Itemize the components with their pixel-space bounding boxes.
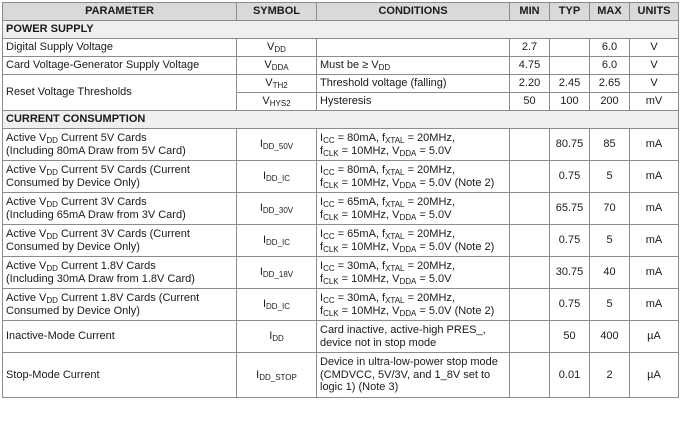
param-line: (Including 80mA Draw from 5V Card) — [6, 144, 186, 157]
cond-sub: CLK — [323, 148, 339, 158]
table-row — [3, 75, 679, 93]
cond-text: = 10MHz, V — [338, 144, 400, 157]
header-row — [3, 3, 679, 21]
param-text: Active V — [6, 132, 47, 144]
symbol-main: V — [262, 95, 270, 108]
param-line: (Including 65mA Draw from 3V Card) — [6, 208, 186, 221]
cond-line — [320, 305, 506, 318]
symbol-main: I — [259, 266, 263, 279]
cond-text: , f — [375, 132, 386, 144]
cond-text: = 20MHz, — [404, 164, 455, 176]
typ-cell: 0.75 — [550, 289, 590, 321]
typ-cell: 0.75 — [550, 225, 590, 257]
cond-text: I — [320, 292, 324, 304]
table-row — [3, 353, 679, 398]
symbol-cell — [237, 289, 317, 321]
cond-text: = — [334, 260, 348, 272]
cond-line — [320, 209, 506, 222]
cond-sub: CLK — [323, 180, 339, 190]
symbol-cell — [237, 75, 317, 93]
cond-text: Must be ≥ V — [320, 59, 379, 72]
cond-sub: CC — [323, 232, 335, 241]
param-text: Active V — [6, 164, 47, 176]
cond-text: = 10MHz, V — [338, 240, 400, 253]
cond-value: 80mA — [347, 132, 376, 144]
cond-sub: CLK — [323, 276, 339, 286]
param-cell: Stop-Mode Current — [3, 353, 237, 398]
conditions-cell — [317, 39, 510, 57]
param-line: Consumed by Device Only) — [6, 304, 140, 317]
param-line — [6, 164, 233, 177]
symbol-sub: DD_IC — [266, 174, 291, 184]
cond-sub: XTAL — [385, 136, 405, 145]
conditions-cell — [317, 193, 510, 225]
unit-cell: mV — [630, 93, 679, 111]
max-cell: 2.65 — [590, 75, 630, 93]
cond-sub: XTAL — [385, 232, 405, 241]
param-line — [6, 228, 233, 241]
param-cell — [3, 193, 237, 225]
typ-cell: 65.75 — [550, 193, 590, 225]
header-min: MIN — [510, 3, 550, 21]
cond-text: = 20MHz, — [404, 260, 455, 272]
symbol-cell — [237, 193, 317, 225]
cond-text: = — [334, 196, 348, 208]
param-cell — [3, 225, 237, 257]
table-row — [3, 39, 679, 57]
symbol-sub: DD_50V — [262, 142, 294, 152]
cond-value: 65mA — [347, 196, 376, 208]
symbol-cell — [237, 321, 317, 353]
cond-text: = 5.0V — [416, 304, 452, 317]
cond-line: Card inactive, active-high PRES_, — [320, 324, 486, 336]
cond-text: I — [320, 260, 324, 272]
symbol-sub: DD_18V — [262, 270, 294, 280]
min-cell — [510, 193, 550, 225]
symbol-cell — [237, 161, 317, 193]
param-line — [6, 292, 233, 305]
param-sub: DD — [46, 264, 58, 273]
min-cell — [510, 161, 550, 193]
cond-sub: XTAL — [385, 264, 405, 273]
cond-text: = 5.0V — [416, 240, 452, 253]
conditions-cell — [317, 321, 510, 353]
cond-text: I — [320, 228, 324, 240]
param-sub: DD — [46, 168, 58, 177]
conditions-cell: Hysteresis — [317, 93, 510, 111]
param-line — [6, 196, 233, 209]
cond-text: I — [320, 164, 324, 176]
conditions-cell — [317, 225, 510, 257]
param-line: Consumed by Device Only) — [6, 240, 140, 253]
header-parameter: PARAMETER — [3, 3, 237, 21]
conditions-cell — [317, 129, 510, 161]
typ-cell: 2.45 — [550, 75, 590, 93]
param-line — [6, 132, 233, 145]
symbol-main: V — [267, 41, 275, 54]
conditions-cell: Threshold voltage (falling) — [317, 75, 510, 93]
unit-cell: mA — [630, 289, 679, 321]
param-text: Active V — [6, 228, 47, 240]
cond-note: (Note 2) — [451, 240, 495, 253]
cond-line — [320, 292, 506, 305]
symbol-cell — [237, 225, 317, 257]
cond-sub: DDA — [399, 244, 417, 254]
cond-note: (Note 2) — [451, 304, 495, 317]
symbol-sub: DD — [274, 45, 286, 55]
symbol-main: I — [262, 298, 267, 311]
header-symbol: SYMBOL — [237, 3, 317, 21]
table-row — [3, 257, 679, 289]
cond-text: = 10MHz, V — [338, 176, 400, 189]
section-current-consumption — [3, 111, 679, 129]
cond-text: , f — [375, 292, 386, 304]
cond-sub: CC — [323, 200, 335, 209]
typ-cell: 100 — [550, 93, 590, 111]
cond-value: 65mA — [347, 228, 376, 240]
param-line: Consumed by Device Only) — [6, 176, 140, 189]
symbol-cell — [237, 257, 317, 289]
param-text: Current 3V Cards (Current — [57, 228, 190, 240]
unit-cell: µA — [630, 353, 679, 398]
param-text: Current 5V Cards — [57, 132, 147, 144]
unit-cell: V — [630, 75, 679, 93]
cond-text: = 20MHz, — [404, 228, 455, 240]
cond-sub: XTAL — [385, 168, 405, 177]
symbol-main: I — [262, 170, 267, 183]
symbol-sub: DDA — [271, 63, 289, 73]
cond-sub: DD — [378, 63, 391, 73]
symbol-main: I — [259, 138, 263, 151]
table-row — [3, 129, 679, 161]
cond-sub: DDA — [399, 276, 417, 286]
max-cell: 6.0 — [590, 39, 630, 57]
cond-text: = 10MHz, V — [338, 304, 400, 317]
cond-text: = 5.0V — [416, 176, 452, 189]
cond-text: , f — [375, 164, 386, 176]
max-cell: 40 — [590, 257, 630, 289]
cond-sub: CC — [323, 136, 335, 145]
unit-cell: mA — [630, 161, 679, 193]
min-cell — [510, 129, 550, 161]
typ-cell: 0.01 — [550, 353, 590, 398]
param-text: Active V — [6, 260, 47, 272]
cond-text: = 20MHz, — [404, 196, 455, 208]
max-cell: 5 — [590, 161, 630, 193]
max-cell: 5 — [590, 225, 630, 257]
min-cell — [510, 289, 550, 321]
conditions-cell — [317, 289, 510, 321]
typ-cell: 30.75 — [550, 257, 590, 289]
table-row — [3, 193, 679, 225]
unit-cell: mA — [630, 225, 679, 257]
min-cell: 50 — [510, 93, 550, 111]
unit-cell: V — [630, 57, 679, 75]
max-cell: 200 — [590, 93, 630, 111]
symbol-sub: DD_30V — [262, 206, 294, 216]
symbol-sub: DD — [272, 334, 284, 344]
cond-line — [320, 164, 506, 177]
cond-sub: DDA — [399, 180, 417, 190]
cond-line — [320, 196, 506, 209]
cond-value: 30mA — [347, 292, 376, 304]
typ-cell: 80.75 — [550, 129, 590, 161]
typ-cell: 50 — [550, 321, 590, 353]
table-row — [3, 289, 679, 321]
max-cell: 70 — [590, 193, 630, 225]
max-cell: 5 — [590, 289, 630, 321]
symbol-cell — [237, 57, 317, 75]
symbol-main: I — [262, 234, 267, 247]
param-cell: Inactive-Mode Current — [3, 321, 237, 353]
cond-line — [320, 260, 506, 273]
symbol-sub: HYS2 — [269, 99, 291, 109]
param-cell: Card Voltage-Generator Supply Voltage — [3, 57, 237, 75]
param-sub: DD — [46, 200, 58, 209]
symbol-cell — [237, 39, 317, 57]
param-cell: Digital Supply Voltage — [3, 39, 237, 57]
cond-text: f — [320, 144, 324, 157]
cond-text: = 20MHz, — [404, 132, 455, 144]
min-cell — [510, 257, 550, 289]
cond-text: = 5.0V — [416, 208, 452, 221]
symbol-sub: DD_STOP — [259, 372, 297, 382]
header-conditions: CONDITIONS — [317, 3, 510, 21]
symbol-cell — [237, 353, 317, 398]
symbol-main: I — [269, 330, 273, 343]
cond-sub: DDA — [399, 212, 417, 222]
header-units: UNITS — [630, 3, 679, 21]
symbol-main: V — [264, 59, 272, 72]
min-cell — [510, 321, 550, 353]
cond-text: = 10MHz, V — [338, 208, 400, 221]
cond-sub: XTAL — [385, 200, 405, 209]
cond-line — [320, 241, 506, 254]
cond-line — [320, 273, 506, 286]
section-title: POWER SUPPLY — [3, 21, 679, 39]
param-cell: Reset Voltage Thresholds — [3, 75, 237, 111]
conditions-cell — [317, 257, 510, 289]
min-cell — [510, 353, 550, 398]
param-cell — [3, 289, 237, 321]
cond-text: = 5.0V — [416, 272, 452, 285]
cond-sub: CC — [323, 264, 335, 273]
param-text: Active V — [6, 196, 47, 208]
table-row — [3, 321, 679, 353]
cond-text: f — [320, 304, 324, 317]
cond-sub: CC — [323, 168, 335, 177]
cond-line — [320, 228, 506, 241]
header-max: MAX — [590, 3, 630, 21]
max-cell: 400 — [590, 321, 630, 353]
cond-line: logic 1) (Note 3) — [320, 381, 399, 394]
cond-text: = 5.0V — [416, 144, 452, 157]
cond-line — [320, 177, 506, 190]
unit-cell: V — [630, 39, 679, 57]
cond-note: (Note 2) — [451, 176, 495, 189]
cond-text: f — [320, 208, 324, 221]
symbol-main: V — [265, 77, 273, 90]
cond-text: = 10MHz, V — [338, 272, 400, 285]
cond-sub: CLK — [323, 212, 339, 222]
cond-text: , f — [375, 228, 386, 240]
section-power-supply — [3, 21, 679, 39]
symbol-main: I — [256, 368, 260, 381]
header-typ: TYP — [550, 3, 590, 21]
unit-cell: mA — [630, 193, 679, 225]
param-cell — [3, 129, 237, 161]
unit-cell: µA — [630, 321, 679, 353]
conditions-cell — [317, 57, 510, 75]
cond-text: = 20MHz, — [404, 292, 455, 304]
cond-line — [320, 132, 506, 145]
param-text: Current 3V Cards — [57, 196, 147, 208]
min-cell: 2.7 — [510, 39, 550, 57]
unit-cell: mA — [630, 129, 679, 161]
cond-sub: CC — [323, 296, 335, 305]
min-cell: 2.20 — [510, 75, 550, 93]
symbol-cell — [237, 93, 317, 111]
cond-text: I — [320, 132, 324, 144]
max-cell: 2 — [590, 353, 630, 398]
cond-text: = — [334, 292, 348, 304]
cond-line: (CMDVCC, 5V/3V, and 1_8V set to — [320, 368, 491, 381]
symbol-sub: DD_IC — [266, 302, 291, 312]
cond-value: 80mA — [347, 164, 376, 176]
param-sub: DD — [46, 296, 58, 305]
cond-text: f — [320, 240, 324, 253]
symbol-cell — [237, 129, 317, 161]
cond-text: f — [320, 176, 324, 189]
cond-text: , f — [375, 260, 386, 272]
cond-line: Device in ultra-low-power stop mode — [320, 356, 498, 369]
section-title: CURRENT CONSUMPTION — [3, 111, 679, 129]
table-row — [3, 57, 679, 75]
max-cell: 6.0 — [590, 57, 630, 75]
cond-text: , f — [375, 196, 386, 208]
cond-text: f — [320, 272, 324, 285]
cond-text: = — [334, 164, 348, 176]
electrical-characteristics-table — [2, 2, 679, 398]
cond-text: I — [320, 196, 324, 208]
cond-text: = — [334, 132, 348, 144]
cond-text: = — [334, 228, 348, 240]
param-cell — [3, 161, 237, 193]
cond-sub: DDA — [399, 308, 417, 318]
cond-line — [320, 145, 506, 158]
param-text: Current 1.8V Cards — [57, 260, 156, 272]
cond-sub: CLK — [323, 244, 339, 254]
table-row — [3, 161, 679, 193]
param-line — [6, 260, 233, 273]
param-line: (Including 30mA Draw from 1.8V Card) — [6, 272, 195, 285]
param-text: Current 5V Cards (Current — [57, 164, 190, 176]
typ-cell: 0.75 — [550, 161, 590, 193]
min-cell — [510, 225, 550, 257]
symbol-sub: DD_IC — [266, 238, 291, 248]
param-cell — [3, 257, 237, 289]
typ-cell — [550, 57, 590, 75]
min-cell: 4.75 — [510, 57, 550, 75]
symbol-main: I — [259, 202, 263, 215]
conditions-cell — [317, 353, 510, 398]
cond-line: device not in stop mode — [320, 336, 437, 349]
symbol-sub: TH2 — [272, 81, 288, 91]
cond-sub: CLK — [323, 308, 339, 318]
cond-value: 30mA — [347, 260, 376, 272]
max-cell: 85 — [590, 129, 630, 161]
param-text: Active V — [6, 292, 47, 304]
param-sub: DD — [46, 136, 58, 145]
param-sub: DD — [46, 232, 58, 241]
cond-sub: XTAL — [385, 296, 405, 305]
typ-cell — [550, 39, 590, 57]
cond-sub: DDA — [399, 148, 417, 158]
conditions-cell — [317, 161, 510, 193]
unit-cell: mA — [630, 257, 679, 289]
table-row — [3, 225, 679, 257]
param-text: Current 1.8V Cards (Current — [57, 292, 200, 304]
